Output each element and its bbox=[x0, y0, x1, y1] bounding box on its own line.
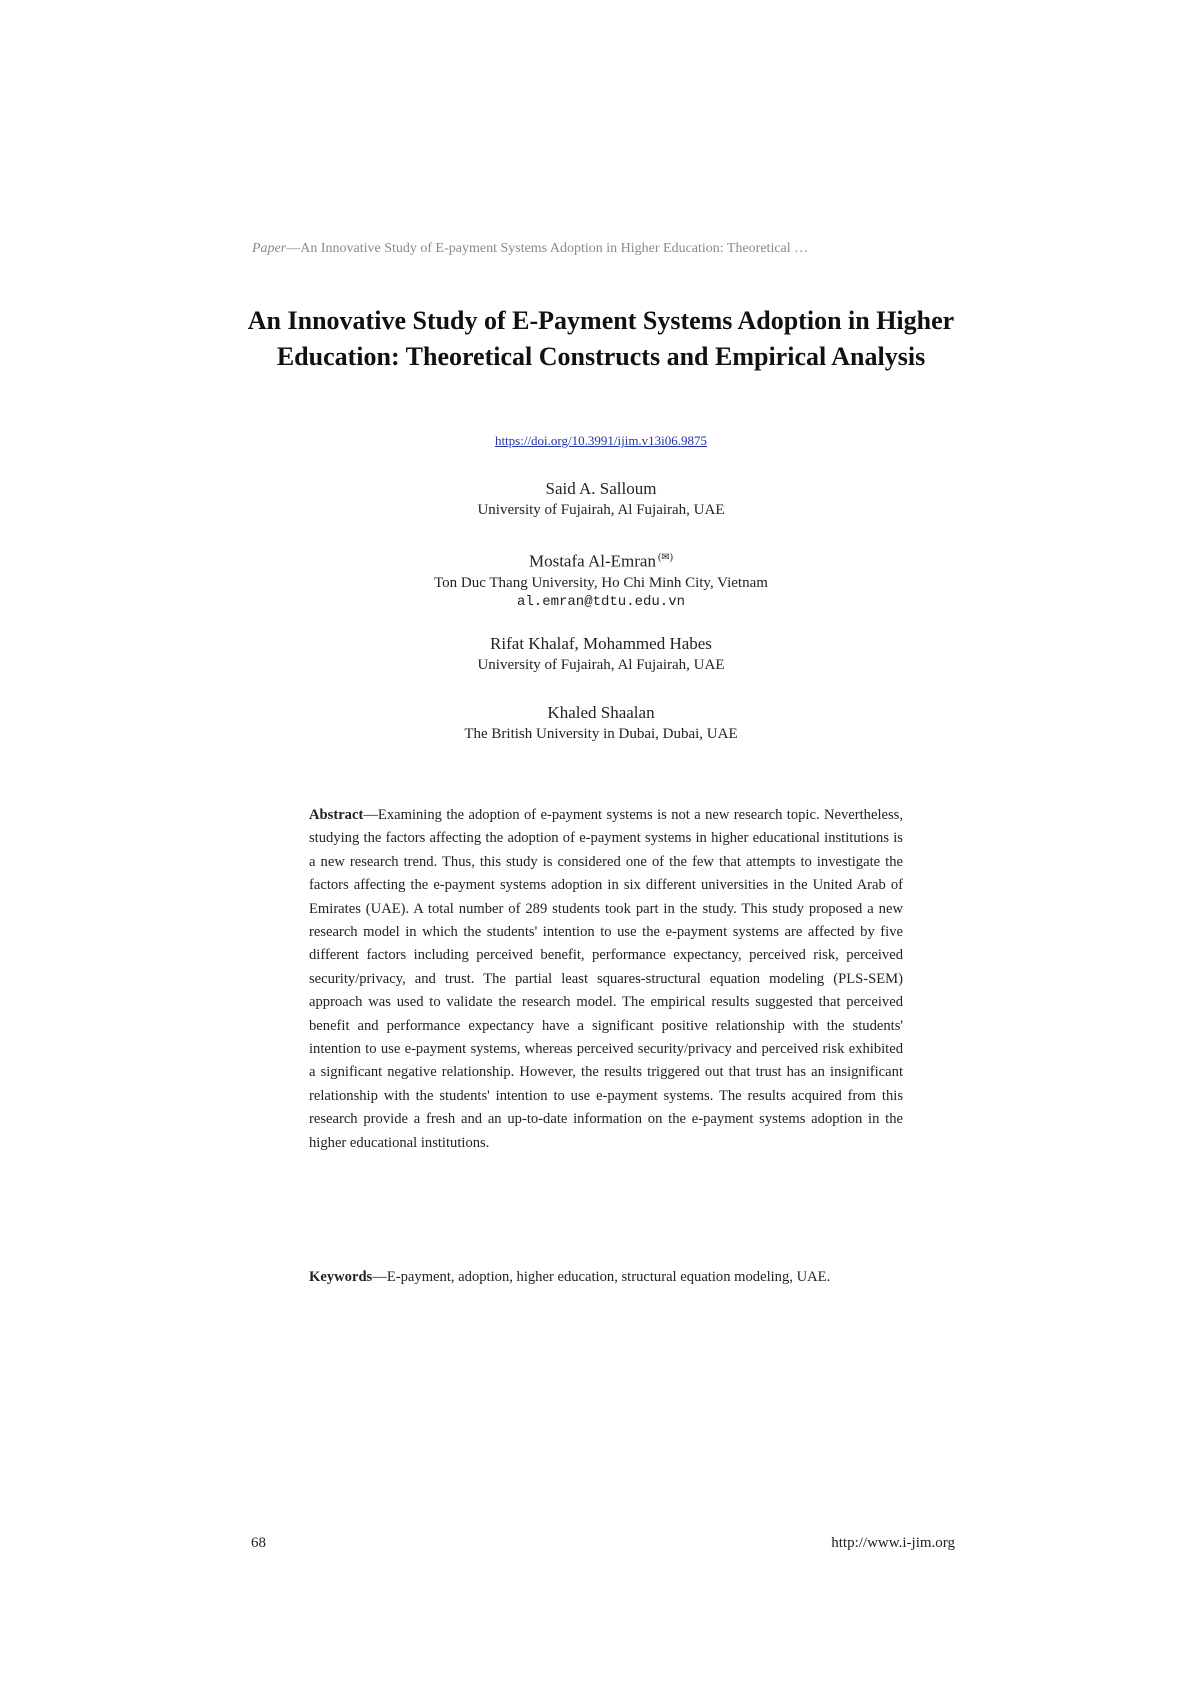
journal-url: http://www.i-jim.org bbox=[831, 1535, 955, 1551]
paper-label: Paper bbox=[252, 241, 287, 256]
abstract-label: Abstract bbox=[309, 807, 364, 823]
author-block-1 bbox=[240, 478, 962, 520]
keywords-text: —E-payment, adoption, higher education, structural equation modeling, UAE. bbox=[372, 1269, 831, 1285]
running-title: —An Innovative Study of E-payment Systems Adoption in Higher Education: Theoretical … bbox=[286, 241, 809, 256]
author-block-2 bbox=[240, 547, 962, 611]
keywords-label: Keywords bbox=[309, 1269, 373, 1285]
author-block-4 bbox=[240, 702, 962, 744]
keywords bbox=[309, 1266, 903, 1289]
doi-link[interactable]: https://doi.org/10.3991/ijim.v13i06.9875 bbox=[494, 433, 708, 448]
author-name: Rifat Khalaf, Mohammed Habes bbox=[490, 634, 712, 653]
author-name: Khaled Shaalan bbox=[547, 703, 655, 722]
abstract bbox=[309, 804, 903, 1155]
doi-line bbox=[240, 433, 962, 449]
running-header bbox=[252, 241, 808, 257]
author-affiliation: University of Fujairah, Al Fujairah, UAE bbox=[477, 502, 725, 518]
author-affiliation: The British University in Dubai, Dubai, UAE bbox=[464, 726, 738, 742]
author-name: Mostafa Al-Emran bbox=[528, 551, 656, 571]
author-name: Said A. Salloum bbox=[545, 479, 657, 498]
envelope-icon: (✉) bbox=[657, 552, 674, 563]
abstract-text: —Examining the adoption of e-payment systems is not a new research topic. Nevertheless, studying the factors affecting the adoption of e-payment systems in higher educational institutions is a new research trend. Thus, this study is considered one of the few that attempts to investigate the factors affecting the e-payment systems adoption in six different universities in the United Arab of Emirates (UAE). A total number of 289 students took part in the study. This study proposed a new research model in which the students' intention to use the e-payment systems are affected by five different factors including perceived benefit, performance expectancy, perceived risk, perceived security/privacy, and trust. The partial least squares-structural equation modeling (PLS-SEM) approach was used to validate the research model. The empirical results suggested that perceived benefit and performance expectancy have a significant positive relationship with the students' intention to use e-payment systems, whereas perceived security/privacy and perceived risk exhibited a significant negative relationship. However, the results triggered out that trust has an insignificant relationship with the students' intention to use e-payment systems. The results acquired from this research provide a fresh and an up-to-date information on the e-payment systems adoption in the higher educational institutions. bbox=[309, 807, 903, 1151]
author-affiliation: University of Fujairah, Al Fujairah, UAE bbox=[477, 657, 725, 673]
author-block-3 bbox=[240, 633, 962, 675]
author-affiliation: Ton Duc Thang University, Ho Chi Minh City, Vietnam bbox=[434, 574, 768, 591]
author-email[interactable]: al.emran@tdtu.edu.vn bbox=[516, 593, 686, 610]
paper-title: An Innovative Study of E-Payment Systems Adoption in Higher Education: Theoretical Constructs and Empirical Analysis bbox=[247, 306, 955, 371]
author-name-line bbox=[240, 547, 962, 573]
page-number: 68 bbox=[251, 1535, 266, 1551]
